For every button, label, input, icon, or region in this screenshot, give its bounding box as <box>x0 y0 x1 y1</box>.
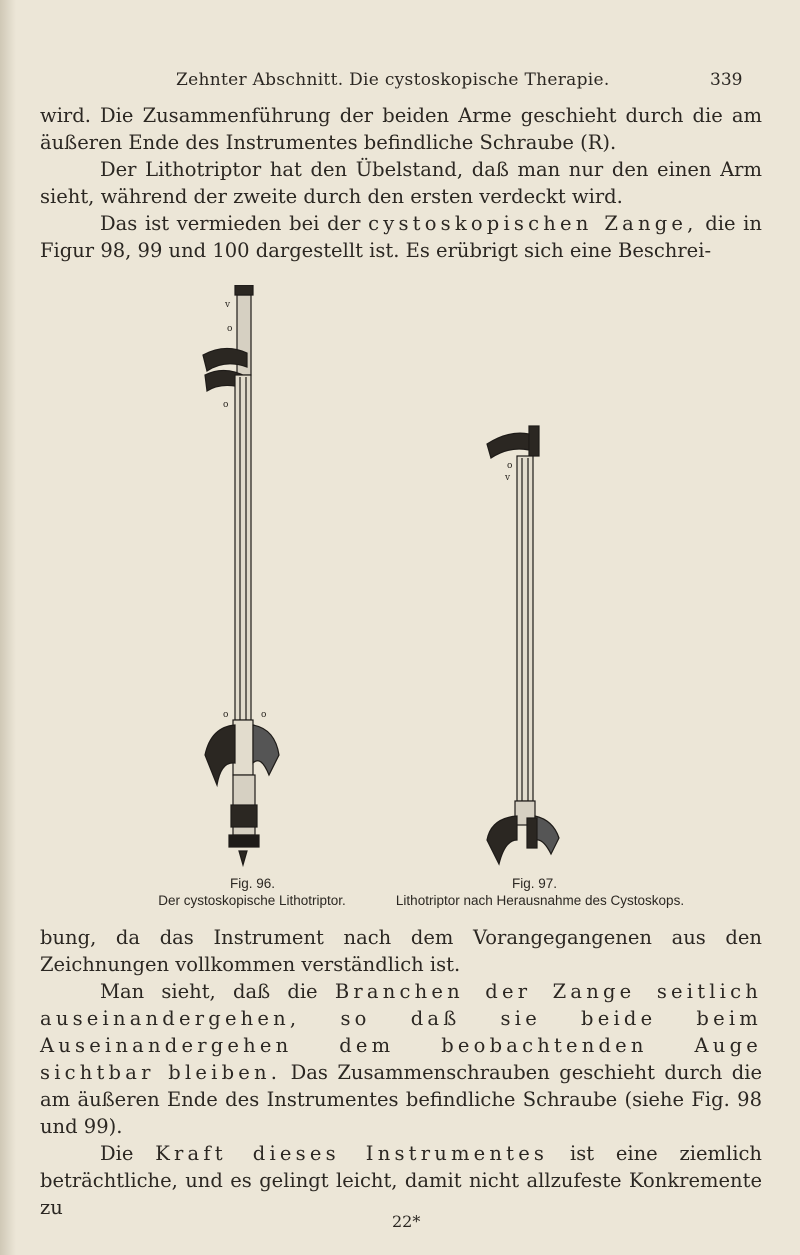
text-run: ist eine ziemlich beträchtliche, und es gelingt leicht, damit nicht allzufeste Konkremente zu <box>40 1142 762 1219</box>
figure-96-label: Fig. 96. <box>230 876 276 891</box>
figure-97-caption: Lithotriptor nach Herausnahme des Cystoskops. <box>395 893 685 908</box>
header-title: Zehnter Abschnitt. Die cystoskopische Therapie. <box>176 70 610 90</box>
svg-text:o: o <box>223 710 229 720</box>
paragraph: wird. Die Zusammenführung der beiden Arme geschieht durch die am äußeren Ende des Instrumentes befindliche Schraube (R). <box>40 104 762 154</box>
emphasis-spaced: Branchen der Zange seitlich auseinandergehen, so daß sie beide beim Auseinandergehen dem beobachtenden Auge sichtbar bleiben. <box>40 980 762 1084</box>
figure-96-illustration <box>195 285 295 875</box>
paragraph <box>40 978 762 1140</box>
svg-text:o: o <box>507 461 513 471</box>
svg-text:v: v <box>225 300 231 310</box>
emphasis-spaced: Kraft dieses Instrumentes <box>155 1142 549 1165</box>
page-edge-shadow <box>0 0 16 1255</box>
paragraph: Der Lithotriptor hat den Übelstand, daß man nur den einen Arm sieht, während der zweite durch den ersten verdeckt wird. <box>40 158 762 208</box>
svg-text:v: v <box>505 473 511 483</box>
paragraph: bung, da das Instrument nach dem Vorangegangenen aus den Zeichnungen vollkommen verständlich ist. <box>40 926 762 976</box>
text-run: Das ist vermieden bei der <box>100 212 361 235</box>
page-number: 339 <box>710 70 743 90</box>
figure-97-label: Fig. 97. <box>512 876 558 891</box>
top-text-block <box>40 102 762 264</box>
figure-97-illustration <box>475 420 575 875</box>
signature-mark: 22* <box>392 1212 421 1231</box>
bottom-text-block <box>40 924 762 1221</box>
paragraph <box>40 1140 762 1221</box>
text-run: die in Figur 98, 99 und 100 dargestellt ist. Es erübrigt sich eine Beschrei- <box>40 212 762 262</box>
paragraph <box>40 210 762 264</box>
svg-text:o: o <box>261 710 267 720</box>
text-run: Man sieht, daß die <box>100 980 318 1003</box>
emphasis-spaced: cystoskopischen Zange, <box>368 212 698 235</box>
text-run: Das Zusammenschrauben geschieht durch die am äußeren Ende des Instrumentes befindliche Schraube (siehe Fig. 98 und 99). <box>40 1061 762 1138</box>
figure-96-caption: Der cystoskopische Lithotriptor. <box>158 893 346 908</box>
svg-text:o: o <box>223 400 229 410</box>
running-header <box>0 66 800 96</box>
text-run: Die <box>100 1142 134 1165</box>
svg-text:o: o <box>227 324 233 334</box>
